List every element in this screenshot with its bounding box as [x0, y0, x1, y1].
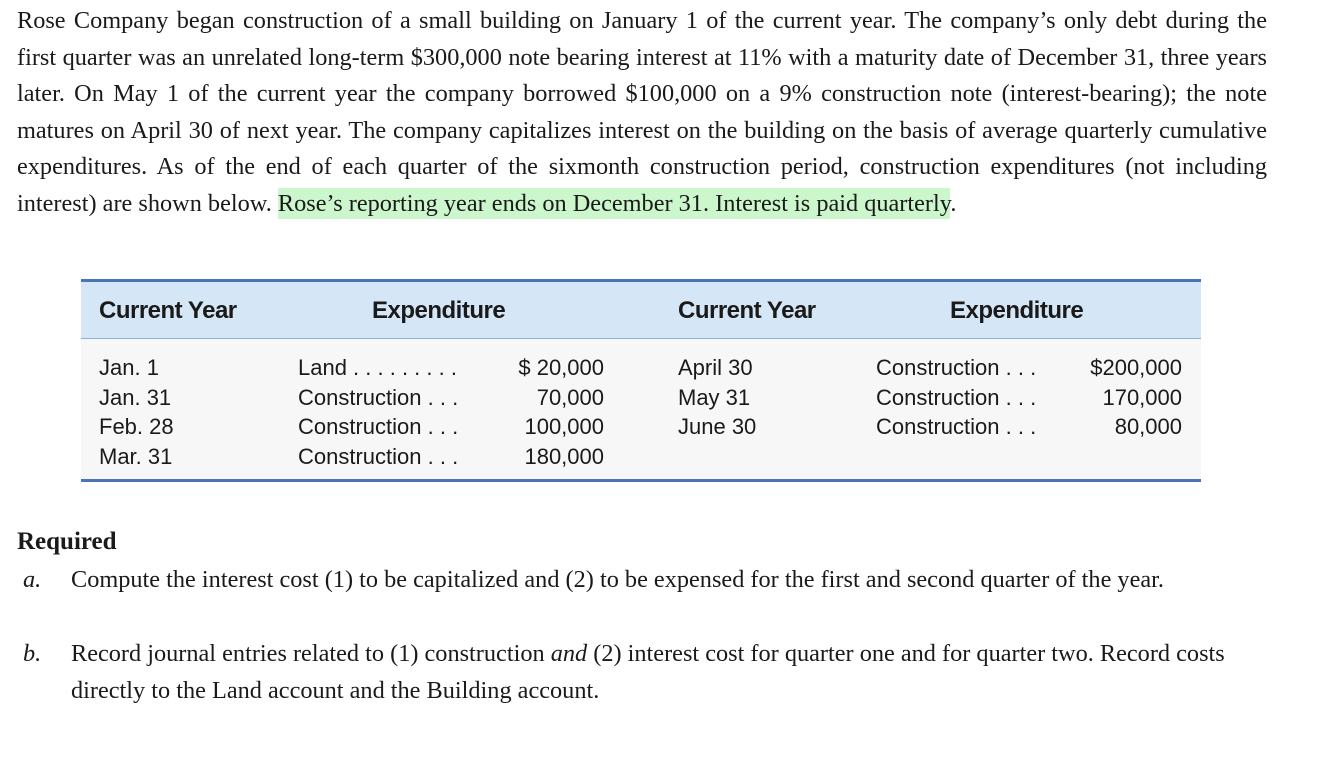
problem-text-end: .	[950, 189, 957, 217]
right-amounts-column	[1061, 353, 1182, 442]
header-current-year-right: Current Year	[678, 297, 816, 324]
requirement-a-text: Compute the interest cost (1) to be capitalized and (2) to be expensed for the first and second quarter of the year.	[71, 566, 1164, 593]
table-cell: Construction . . .	[876, 355, 1037, 380]
problem-text: Rose Company began construction of a small building on January 1 of the current year. The company’s only debt during the first quarter was an unrelated long-term $300,000 note bearing interest at 11% with a maturity date of December 31, three years later. On May 1 of the current year the company borrowed $100,000 on a 9% construction note (interest-bearing); the note matures on April 30 of next year. The company capitalizes interest on the building on the basis of average quarterly cumulative expenditures. As of the end of each quarter of the sixmonth construction period, construction expenditures (not including interest) are shown below.	[17, 7, 1267, 217]
highlighted-text: Rose’s reporting year ends on December 31. Interest is paid quarterly	[277, 189, 951, 217]
required-heading: Required	[17, 528, 117, 555]
requirement-b-text	[71, 636, 1267, 709]
table-cell: Construction . . .	[876, 414, 1037, 439]
table-cell: $ 20,000	[518, 355, 604, 380]
problem-paragraph	[17, 3, 1267, 223]
table-cell: 180,000	[524, 443, 604, 469]
requirement-b	[17, 636, 1267, 709]
requirement-b-text-2: (2) interest cost for quarter one and for quarter two. Record costs directly to the Land account and the Building account.	[71, 640, 1225, 704]
requirement-a-letter: a.	[23, 566, 42, 593]
table-cell: June 30	[678, 414, 757, 439]
header-expenditure-left: Expenditure	[372, 297, 506, 324]
left-dates-column	[99, 353, 174, 471]
requirement-b-emphasis: and	[550, 640, 588, 667]
requirement-a	[17, 562, 1267, 599]
table-cell: 70,000	[536, 384, 604, 410]
table-cell: Feb. 28	[99, 414, 174, 439]
table-cell: Jan. 31	[99, 384, 172, 410]
table-cell: Construction . . .	[876, 384, 1037, 410]
table-cell: 100,000	[524, 414, 604, 439]
table-cell: 170,000	[1102, 384, 1182, 410]
requirement-b-text-1: Record journal entries related to (1) construction	[71, 640, 551, 667]
table-cell: $200,000	[1090, 355, 1182, 380]
header-current-year-left: Current Year	[99, 297, 237, 324]
header-expenditure-right: Expenditure	[950, 297, 1084, 324]
table-cell: 80,000	[1114, 414, 1182, 439]
table-cell: Construction . . .	[298, 414, 459, 439]
table-header	[81, 282, 1201, 339]
table-cell: Construction . . .	[298, 384, 459, 410]
right-dates-column	[678, 353, 756, 442]
table-cell: Construction . . .	[298, 443, 459, 469]
table-cell: Mar. 31	[99, 443, 173, 469]
requirement-b-letter: b.	[23, 640, 42, 667]
table-cell: May 31	[678, 384, 751, 410]
table-cell: Land . . . . . . . . .	[298, 355, 457, 380]
table-cell: Jan. 1	[99, 355, 159, 380]
left-desc-column	[298, 353, 458, 471]
left-amounts-column	[481, 353, 604, 471]
expenditure-table	[81, 279, 1201, 482]
right-desc-column	[876, 353, 1036, 442]
table-cell: April 30	[678, 355, 753, 380]
